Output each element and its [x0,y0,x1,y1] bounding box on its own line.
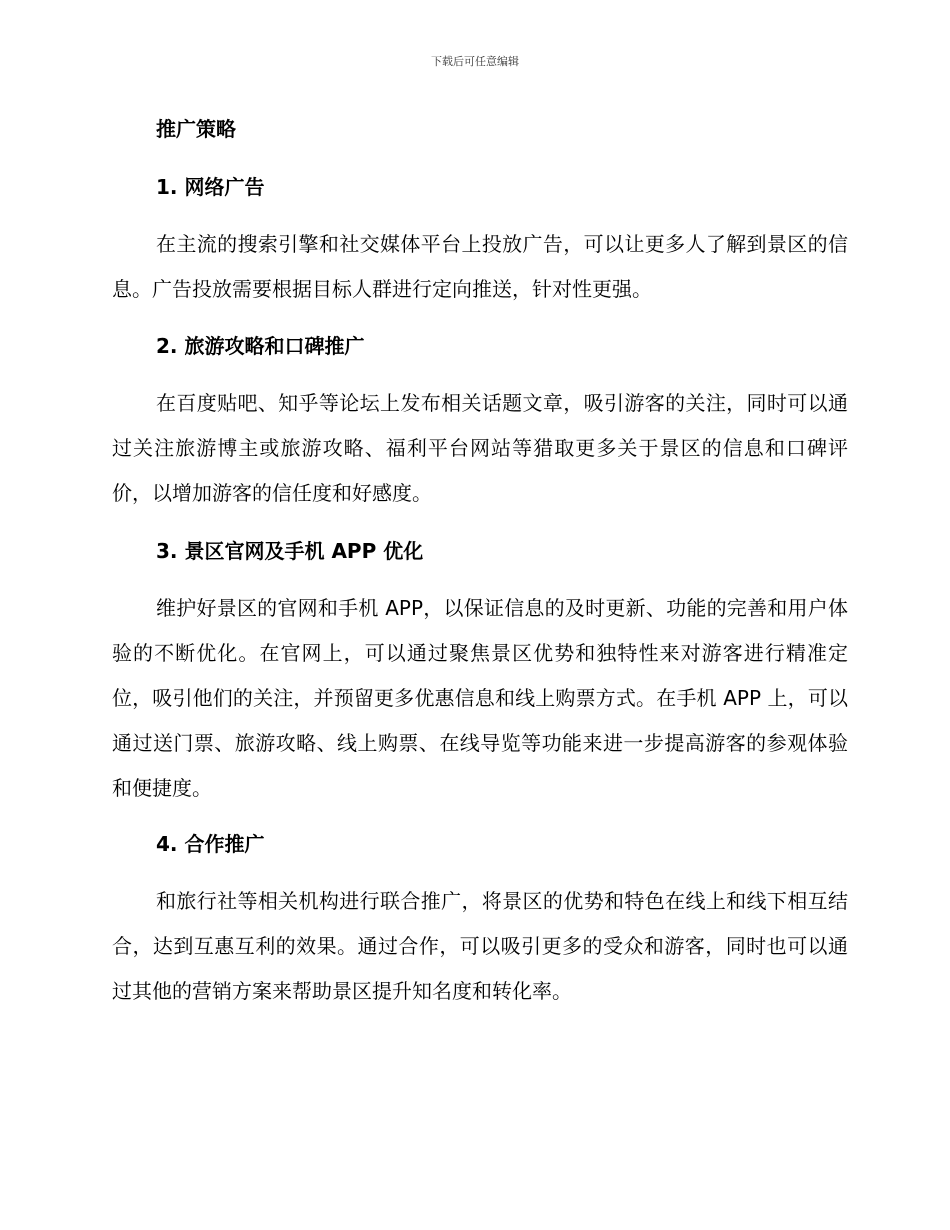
section-2-paragraph: 在百度贴吧、知乎等论坛上发布相关话题文章，吸引游客的关注，同时可以通过关注旅游博主或旅游攻略、福利平台网站等猎取更多关于景区的信息和口碑评价，以增加游客的信任度和好感度。 [112,391,848,505]
section-1-paragraph: 在主流的搜索引擎和社交媒体平台上投放广告，可以让更多人了解到景区的信息。广告投放需要根据目标人群进行定向推送，针对性更强。 [112,232,848,301]
section-2-heading: 2. 旅游攻略和口碑推广 [156,334,365,358]
main-title: 推广策略 [156,117,236,141]
section-1-heading: 1. 网络广告 [156,175,265,199]
header-note: 下载后可任意编辑 [431,55,519,68]
section-4-paragraph: 和旅行社等相关机构进行联合推广，将景区的优势和特色在线上和线下相互结合，达到互惠互利的效果。通过合作，可以吸引更多的受众和游客，同时也可以通过其他的营销方案来帮助景区提升知名度和转化率。 [112,889,848,1003]
section-3-paragraph: 维护好景区的官网和手机 APP，以保证信息的及时更新、功能的完善和用户体验的不断优化。在官网上，可以通过聚焦景区优势和独特性来对游客进行精准定位，吸引他们的关注，并预留更多优惠信息和线上购票方式。在手机 APP 上，可以通过送门票、旅游攻略、线上购票、在线导览等功能来进一步提高游客的参观体验和便捷度。 [112,596,848,800]
section-3-heading: 3. 景区官网及手机 APP 优化 [156,539,424,563]
section-4-heading: 4. 合作推广 [156,832,265,856]
